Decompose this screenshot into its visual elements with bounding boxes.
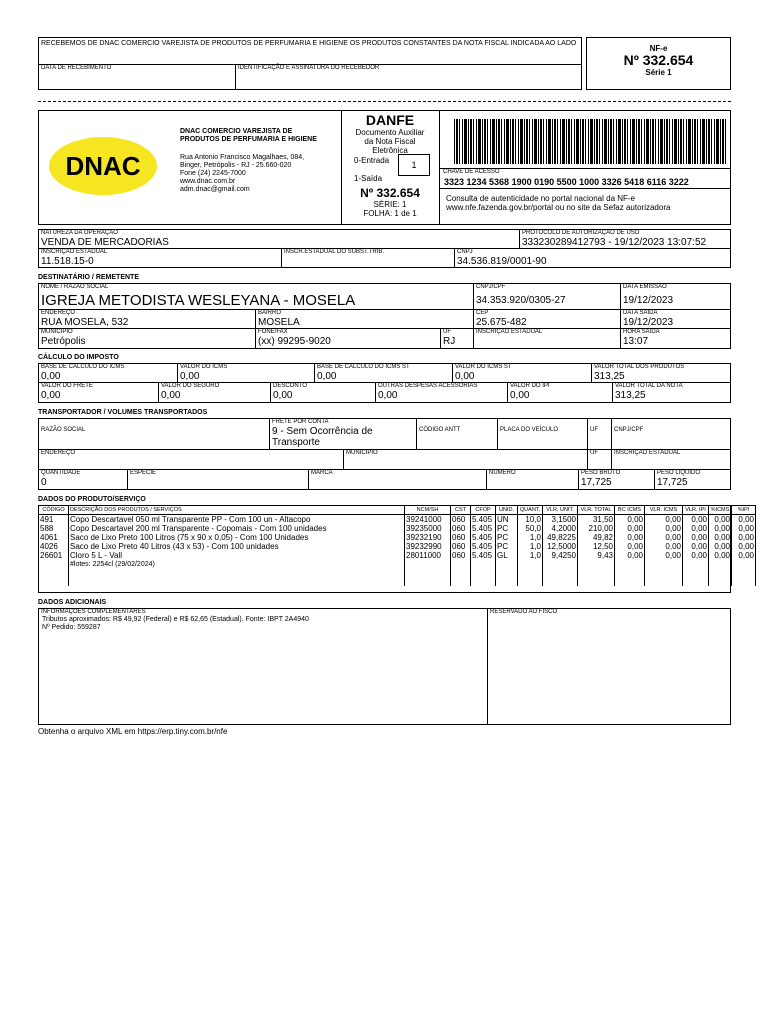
emitente-email: adm.dnac@gmail.com	[180, 186, 250, 193]
dest-uf: RJ	[443, 336, 456, 347]
canhoto-nfe-label: NF-e	[649, 44, 668, 53]
dest-cep: 25.675-482	[476, 317, 527, 328]
dest-fone: (xx) 99295-9020	[258, 336, 331, 347]
imposto-section: CÁLCULO DO IMPOSTO	[38, 354, 119, 361]
danfe-entrada: 0-Entrada	[354, 156, 390, 165]
danfe-folha: FOLHA: 1 de 1	[363, 209, 417, 218]
imposto-bc-icms: BASE DE CÁLCULO DO ICMS 0,00	[38, 363, 178, 383]
dest-ie-cell: INSCRIÇÃO ESTADUAL	[473, 328, 621, 349]
emitente-address2: Binger, Petrópolis - RJ - 25.660-020	[180, 162, 292, 169]
dest-fone-cell: FONE/FAX (xx) 99295-9020	[255, 328, 441, 349]
natureza-cell: NATUREZA DA OPERAÇÃO VENDA DE MERCADORIAS	[38, 229, 520, 249]
lote-note: #lotes: 2254cl (29/02/2024)	[69, 560, 405, 569]
imposto-desconto: DESCONTO 0,00	[270, 382, 376, 403]
dest-saida-cell: DATA SAÍDA 19/12/2023	[620, 309, 731, 329]
dest-nome-cell: NOME / RAZÃO SOCIAL IGREJA METODISTA WESLEYANA - MOSELA	[38, 283, 474, 310]
danfe-tipo: 1	[398, 154, 430, 176]
danfe-subtitle3: Eletrônica	[372, 146, 408, 155]
footer-xml: Obtenha o arquivo XML em https://erp.tiny.com.br/nfe	[38, 727, 228, 736]
dest-cnpj: 34.353.920/0305-27	[476, 295, 566, 306]
consulta-line1: Consulta de autenticidade no portal nacional da NF-e	[446, 194, 636, 203]
emitente-name: DNAC COMERCIO VAREJISTA DE PRODUTOS DE PERFUMARIA E HIGIENE	[180, 128, 317, 143]
produtos-table	[38, 505, 756, 586]
transp-municipio-cell: MUNICÍPIO	[343, 449, 588, 470]
dest-hora-cell: HORA SAÍDA 13:07	[620, 328, 731, 349]
table-row: 491 Copo Descartavel 050 ml Transparente PP - Com 100 un - Altacopo 39241000 060 5.405 UN 10,0 3,1500 31,50 0,00 0,00 0,00 0,00 0,00	[40, 515, 754, 524]
dest-bairro-cell: BAIRRO MOSELA	[255, 309, 474, 329]
emitente-site: www.dnac.com.br	[180, 178, 236, 185]
danfe-subtitle1: Documento Auxiliar	[355, 128, 425, 137]
dest-cep-cell: CEP 25.675-482	[473, 309, 621, 329]
dest-emissao-cell: DATA EMISSÃO 19/12/2023	[620, 283, 731, 310]
transp-numero-cell: NÚMERO	[486, 469, 579, 490]
cut-line	[38, 101, 731, 102]
danfe-serie: SÉRIE: 1	[373, 200, 407, 209]
transp-quantidade-cell: QUANTIDADE 0	[38, 469, 128, 490]
cnpj-emit-cell: CNPJ 34.536.819/0001-90	[454, 248, 731, 268]
transp-uf-cell: UF	[587, 418, 612, 450]
barcode	[454, 119, 727, 164]
imposto-frete: VALOR DO FRETE 0,00	[38, 382, 159, 403]
imposto-total-produtos: VALOR TOTAL DOS PRODUTOS 313,25	[591, 363, 731, 383]
imposto-valor-icms: VALOR DO ICMS 0,00	[177, 363, 315, 383]
dest-endereco: RUA MOSELA, 532	[41, 317, 129, 328]
dest-cnpj-cell: CNPJ/CPF 34.353.920/0305-27	[473, 283, 621, 310]
transp-placa-cell: PLACA DO VEÍCULO	[497, 418, 588, 450]
emitente-box	[38, 110, 731, 225]
emitente-phone: Fone (24) 2245-7000	[180, 170, 246, 177]
transp-peso-liquido-cell: PESO LÍQUIDO 17,725	[654, 469, 731, 490]
transp-razao-cell: RAZÃO SOCIAL	[38, 418, 270, 450]
transp-uf2-cell: UF	[587, 449, 612, 470]
danfe-subtitle2: da Nota Fiscal	[364, 137, 416, 146]
reservado-fisco-cell: RESERVADO AO FISCO	[487, 608, 731, 725]
transp-peso-bruto-cell: PESO BRUTO 17,725	[578, 469, 655, 490]
table-row-empty	[39, 569, 756, 586]
info-complementares-cell: INFORMAÇÕES COMPLEMENTARES Tributos aproximados: R$ 49,92 (Federal) e R$ 62,65 (Estadual). Fonte: IBPT 2A4940 Nº Pedido: 559287	[38, 608, 488, 725]
transp-antt-cell: CÓDIGO ANTT	[416, 418, 498, 450]
ie-cell: INSCRIÇÃO ESTADUAL 11.518.15-0	[38, 248, 282, 268]
table-row: 4026 Saco de Lixo Preto 40 Litros (43 x 53) - Com 100 unidades 39232990 060 5.405 PC 1,0 12,5000 12,50 0,00 0,00 0,00 0,00 0,00	[40, 542, 754, 551]
protocolo-cell: PROTOCOLO DE AUTORIZAÇÃO DE USO 333230289412793 - 19/12/2023 13:07:52	[519, 229, 731, 249]
chave-value: 3323 1234 5368 1900 0190 5500 1000 3326 5418 6116 3222	[444, 177, 689, 187]
dest-saida: 19/12/2023	[623, 317, 674, 328]
canhoto-text: RECEBEMOS DE DNAC COMERCIO VAREJISTA DE PRODUTOS DE PERFUMARIA E HIGIENE OS PRODUTOS CONSTANTES DA NOTA FISCAL INDICADA AO LADO	[41, 40, 577, 47]
imposto-ipi: VALOR DO IPI 0,00	[507, 382, 613, 403]
consulta-line2: www.nfe.fazenda.gov.br/portal ou no site da Sefaz autorizadora	[446, 203, 671, 212]
produtos-section: DADOS DO PRODUTO/SERVIÇO	[38, 496, 146, 503]
chave-label: CHAVE DE ACESSO	[443, 169, 500, 175]
emitente-address1: Rua Antonio Francisco Magalhaes, 084,	[180, 154, 305, 161]
natureza-value: VENDA DE MERCADORIAS	[41, 237, 169, 248]
danfe-numero: Nº 332.654	[360, 186, 420, 200]
produtos-header: CÓDIGO DESCRIÇÃO DOS PRODUTOS / SERVIÇOS NCM/SH CST CFOP UNID. QUANT. VLR. UNIT. VLR. TOTAL BC ICMS VLR. ICMS VLR. IPI %ICMS %IPI	[39, 506, 756, 515]
dest-nome: IGREJA METODISTA WESLEYANA - MOSELA	[41, 292, 356, 309]
cnpj-emit-value: 34.536.819/0001-90	[457, 256, 547, 267]
danfe-title: DANFE	[365, 112, 415, 128]
iest-cell: INSCR.ESTADUAL DO SUBST.TRIB.	[281, 248, 455, 268]
canhoto-nfe	[586, 37, 731, 90]
adicionais-section: DADOS ADICIONAIS	[38, 599, 107, 606]
transp-ie-cell: INSCRIÇÃO ESTADUAL	[611, 449, 731, 470]
identificacao-label: IDENTIFICAÇÃO E ASSINATURA DO RECEBEDOR	[238, 65, 380, 71]
transp-especie-cell: ESPÉCIE	[127, 469, 309, 490]
dest-hora: 13:07	[623, 336, 649, 347]
table-row: 4061 Saco de Lixo Preto 100 Litros (75 x 90 x 0,05) - Com 100 Unidades 39232190 060 5.405 PC 1,0 49,8225 49,82 0,00 0,00 0,00 0,00 0,00	[40, 533, 754, 542]
info-line2: Nº Pedido: 559287	[42, 624, 101, 631]
canhoto-numero: Nº 332.654	[623, 52, 694, 68]
transp-cnpj-cell: CNPJ/CPF	[611, 418, 731, 450]
protocolo-value: 333230289412793 - 19/12/2023 13:07:52	[522, 237, 707, 248]
table-row: 588 Copo Descartavel 200 ml Transparente - Copomais - Com 100 unidades 39235000 060 5.405 PC 50,0 4,2000 210,00 0,00 0,00 0,00 0,00 0,00	[40, 524, 754, 533]
destinatario-section: DESTINATÁRIO / REMETENTE	[38, 274, 139, 281]
dest-emissao: 19/12/2023	[623, 295, 674, 306]
transp-frete-cell: FRETE POR CONTA 9 - Sem Ocorrência de Transporte	[269, 418, 417, 450]
dest-municipio: Petrópolis	[41, 336, 86, 347]
imposto-bc-icms-st: BASE DE CÁLCULO DO ICMS ST 0,00	[314, 363, 453, 383]
data-recebimento-label: DATA DE RECEBIMENTO	[41, 65, 112, 71]
dest-municipio-cell: MUNICÍPIO Petrópolis	[38, 328, 256, 349]
transp-endereco-cell: ENDEREÇO	[38, 449, 344, 470]
imposto-total-nota: VALOR TOTAL DA NOTA 313,25	[612, 382, 731, 403]
dest-endereco-cell: ENDEREÇO RUA MOSELA, 532	[38, 309, 256, 329]
ie-value: 11.518.15-0	[41, 256, 94, 267]
canhoto	[38, 37, 582, 90]
table-row: 26601 Cloro 5 L - Vall 28011000 060 5.405 GL 1,0 9,4250 9,43 0,00 0,00 0,00 0,00 0,00	[40, 551, 754, 560]
imposto-outras: OUTRAS DESPESAS ACESSÓRIAS 0,00	[375, 382, 508, 403]
transportador-section: TRANSPORTADOR / VOLUMES TRANSPORTADOS	[38, 409, 208, 416]
logo-text: DNAC	[65, 151, 141, 181]
imposto-valor-icms-st: VALOR DO ICMS ST 0,00	[452, 363, 592, 383]
danfe-saida: 1-Saída	[354, 174, 383, 183]
canhoto-serie: Série 1	[645, 68, 672, 77]
info-line1: Tributos aproximados: R$ 49,92 (Federal) e R$ 62,65 (Estadual). Fonte: IBPT 2A4940	[42, 616, 309, 623]
imposto-seguro: VALOR DO SEGURO 0,00	[158, 382, 271, 403]
table-row-note	[39, 560, 756, 569]
transp-marca-cell: MARCA	[308, 469, 487, 490]
dest-bairro: MOSELA	[258, 317, 300, 328]
dest-uf-cell: UF RJ	[440, 328, 474, 349]
